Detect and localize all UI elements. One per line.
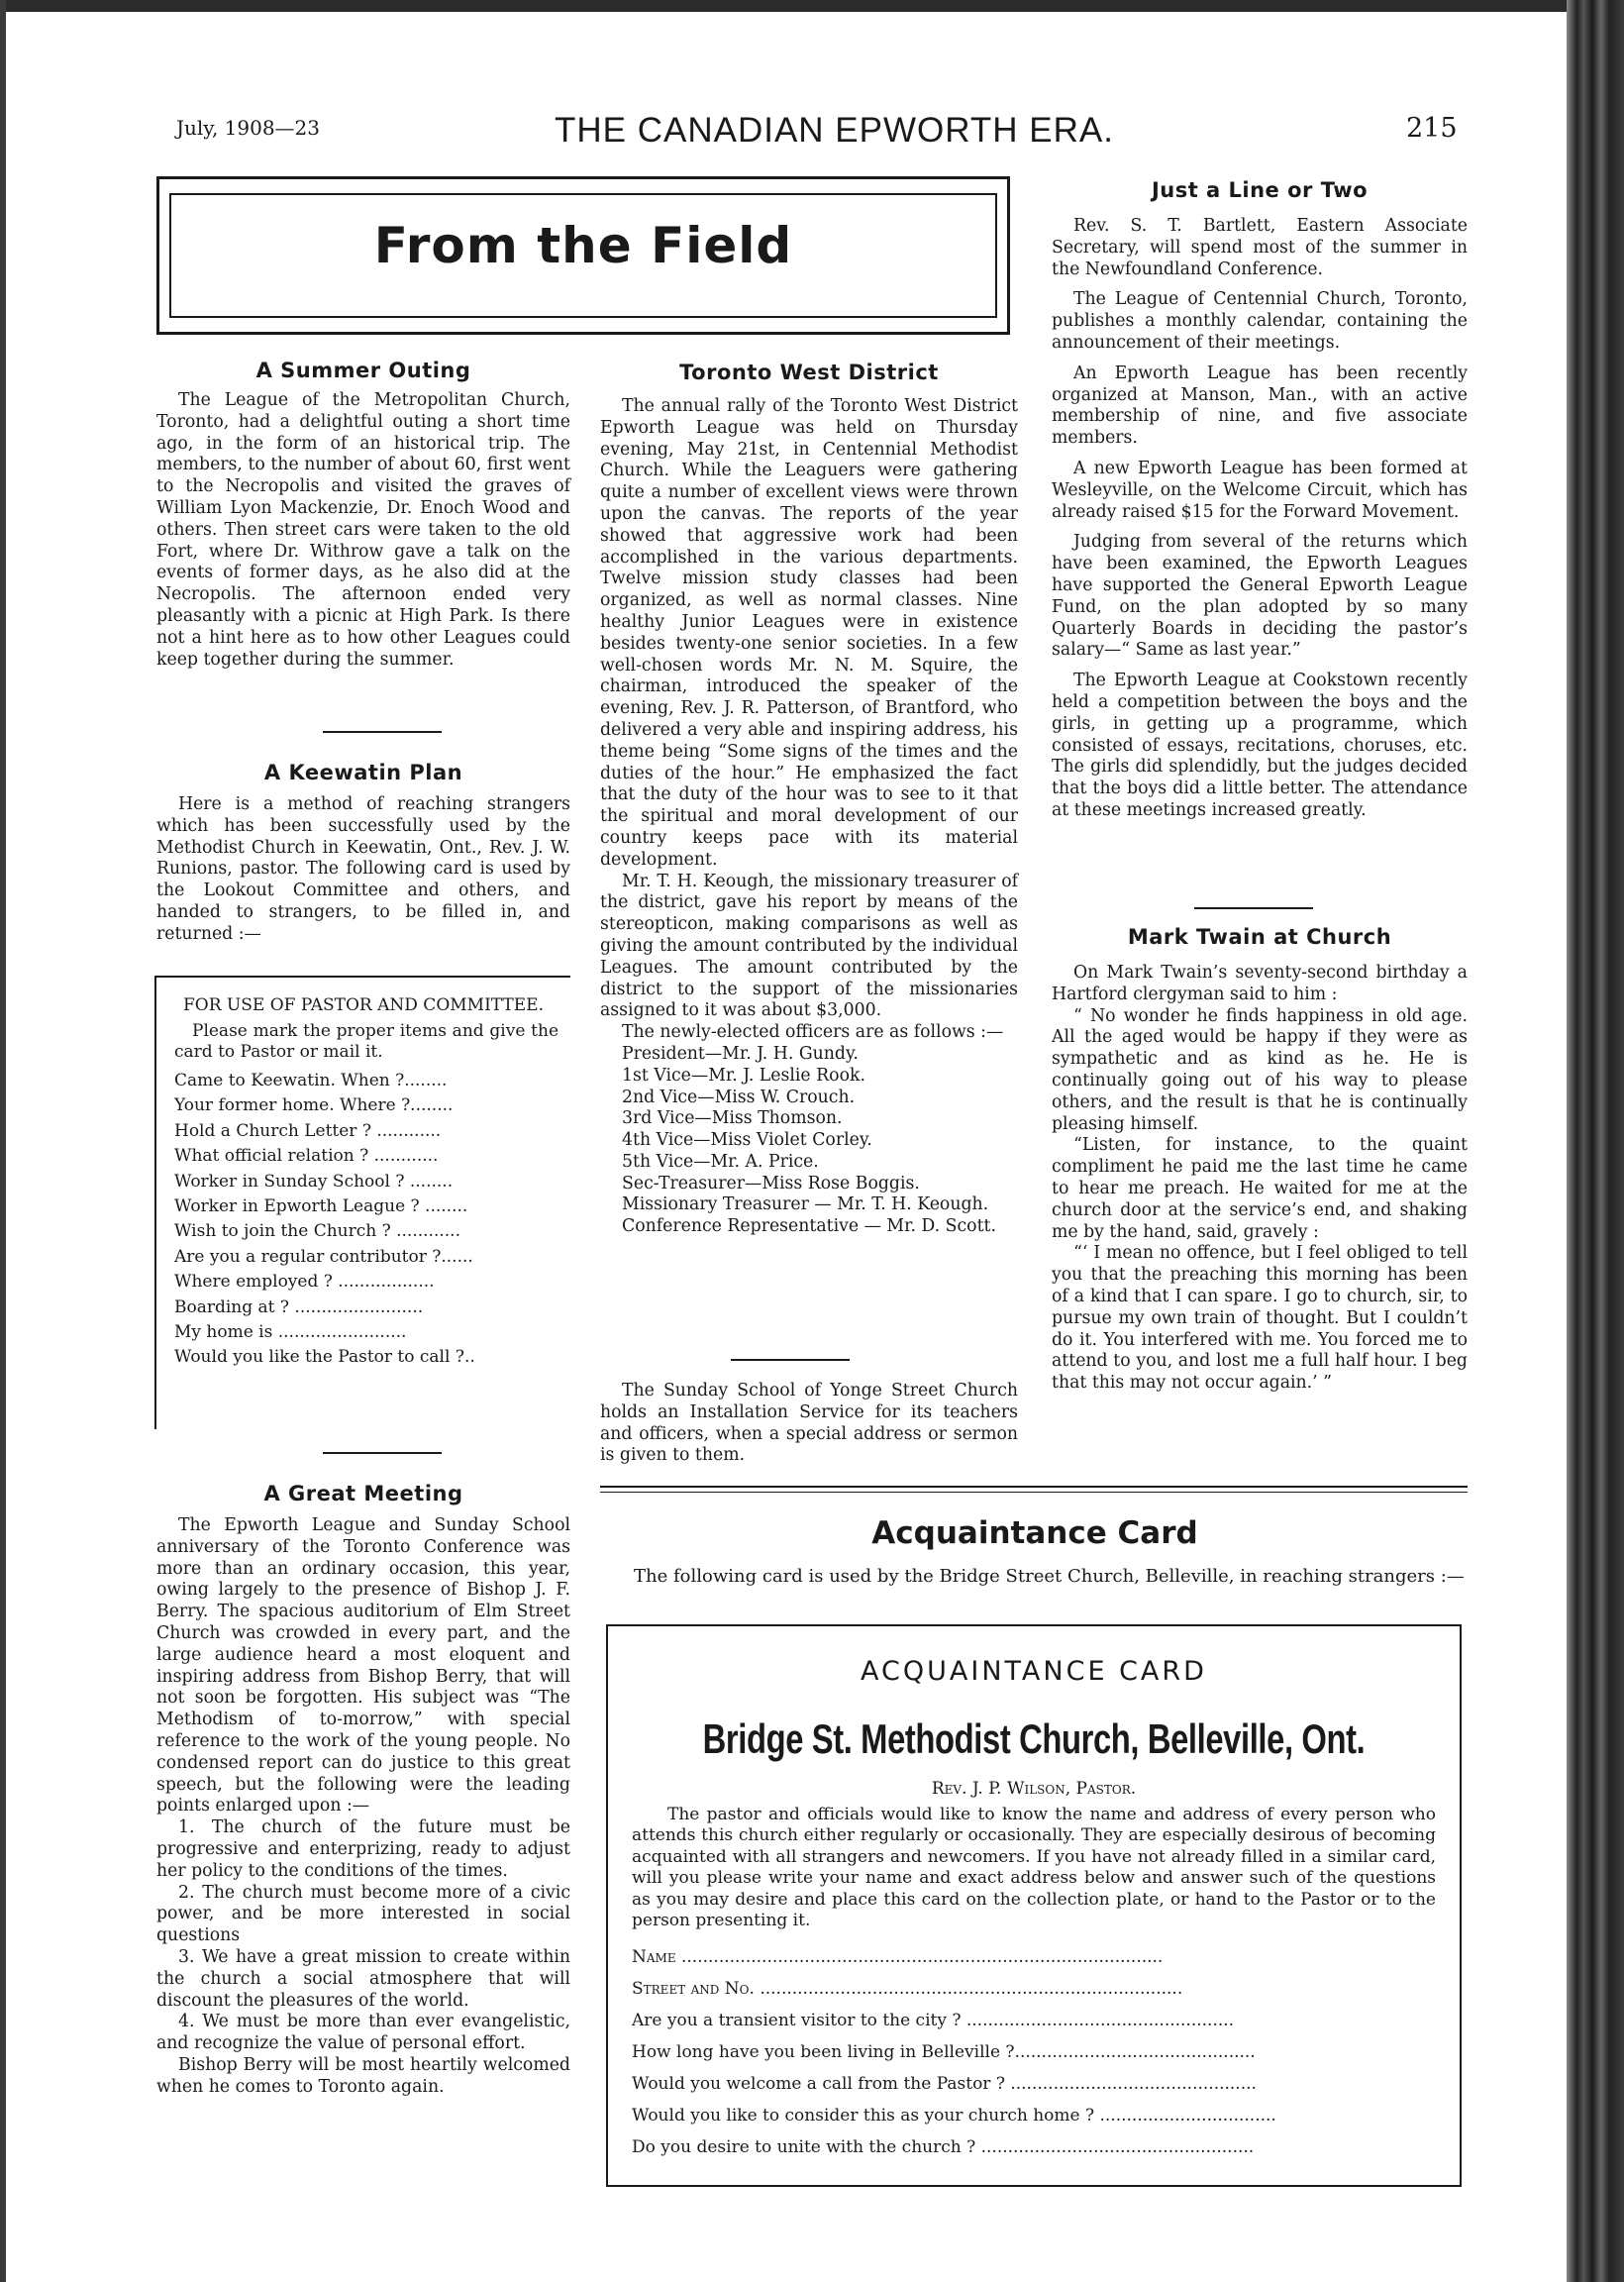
section-rule (600, 1492, 1468, 1493)
scan-border-left (0, 0, 6, 2282)
officer-line: President—Mr. J. H. Gundy. (622, 1043, 859, 1064)
publication-title: THE CANADIAN EPWORTH ERA. (555, 111, 1114, 150)
keewatin-heading: A Keewatin Plan (263, 761, 463, 784)
acquaintance-intro: The following card is used by the Bridge Street Church, Belleville, in reaching strangers :— (634, 1566, 1465, 1587)
just-a-line-paragraph: Judging from several of the returns which have been examined, the Epworth Leagues have supported the General Epworth League Fund, on the plan adopted by so many Quarterly Boards in deciding the pastor’s salary—“ Same as last year.” (1052, 532, 1468, 661)
section-rule (600, 1486, 1468, 1488)
column-separator (1194, 907, 1313, 909)
toronto-west-article (600, 396, 1018, 1238)
toronto-west-heading: Toronto West District (679, 361, 939, 384)
keewatin-card (154, 976, 570, 1429)
just-a-line-article (1052, 216, 1468, 831)
just-a-line-paragraph: A new Epworth League has been formed at Wesleyville, on the Welcome Circuit, which has already raised $15 for the Forward Movement. (1052, 458, 1468, 522)
keewatin-card-row: Worker in Epworth League ? ........ (174, 1196, 468, 1217)
keewatin-card-row: Would you like the Pastor to call ?.. (174, 1347, 475, 1368)
keewatin-card-row: Are you a regular contributor ?...... (174, 1246, 473, 1267)
just-a-line-heading: Just a Line or Two (1151, 178, 1369, 202)
keewatin-card-row: Your former home. Where ?........ (174, 1095, 454, 1116)
mark-twain-paragraph: “‘ I mean no offence, but I feel obliged to tell you that the preaching this morning has been of a kind that I can spare. I go to church, sir, to pursue my own train of thought. But I couldn’t do it. You interfered with me. You forced me to attend to you, and lost me a full half hour. I beg that this may not occur again.’ ” (1052, 1243, 1468, 1394)
keewatin-card-row: What official relation ? ............ (174, 1146, 439, 1167)
toronto-west-paragraph: Mr. T. H. Keough, the missionary treasurer of the district, gave his report by means of the stereopticon, making comparisons as well as giving the amount contributed by the individual Leagues. The amount contributed by the district to the support of the missionaries assigned to it was about $3,000. (600, 871, 1018, 1021)
great-meeting-article (156, 1515, 570, 2099)
acquaintance-card-body: The pastor and officials would like to know the name and address of every person who attends this church either regularly or occasionally. They are especially desirous of becoming acquainted with all strangers and newcomers. If you have not already filled in a similar card, will you please write your name and exact address below and answer such of the questions as you may desire and place this card on the collection plate, or hand to the Pastor or to the person presenting it. (632, 1805, 1436, 1931)
great-meeting-paragraph: Bishop Berry will be most heartily welcomed when he comes to Toronto again. (156, 2054, 570, 2097)
mark-twain-paragraph: “Listen, for instance, to the quaint compliment he paid me the last time he came to hear me preach. He waited for me at the church door at the service’s end, and shaking me by the hand, said, gravely : (1052, 1135, 1468, 1242)
toronto-west-paragraph: The newly-elected officers are as follows :— (622, 1022, 1004, 1043)
acquaintance-heading: Acquaintance Card (871, 1515, 1198, 1551)
mark-twain-paragraph: On Mark Twain’s seventy-second birthday a Hartford clergyman said to him : (1052, 963, 1468, 1004)
acquaintance-card-label: ACQUAINTANCE CARD (861, 1656, 1207, 1687)
column-separator (323, 731, 442, 733)
summer-outing-body: The League of the Metropolitan Church, Toronto, had a delightful outing a short time ago, in the form of an historical trip. The members, to the number of about 60, first went to the Necropolis and visited the graves of William Lyon Mackenzie, Dr. Enoch Wood and others. Then street cars were taken to the old Fort, where Dr. Withrow gave a talk on the events of former days, as he also did at the Necropolis. The afternoon ended very pleasantly with a picnic at High Park. Is there not a hint here as to how other Leagues could keep together during the summer. (156, 390, 570, 670)
keewatin-body: Here is a method of reaching strangers which has been successfully used by the Methodist Church in Keewatin, Ont., Rev. J. W. Runions, pastor. The following card is used by the Lookout Committee and others, and handed to strangers, to be filled in, and returned :— (156, 794, 570, 944)
acquaintance-card-pastor: Rev. J. P. Wilson, Pastor. (931, 1779, 1137, 1799)
great-meeting-paragraph: 2. The church must become more of a civic power, and be more interested in social questions (156, 1882, 570, 1946)
acquaintance-card-row: Would you like to consider this as your church home ? ................................. (632, 2106, 1276, 2126)
column-separator (323, 1452, 442, 1454)
acquaintance-card-row: Do you desire to unite with the church ? ................................................... (632, 2137, 1255, 2157)
acquaintance-card-row: How long have you been living in Belleville ?............................................. (632, 2042, 1256, 2062)
great-meeting-paragraph: 4. We must be more than ever evangelistic, and recognize the value of personal effort. (156, 2012, 570, 2054)
acquaintance-card-row: Would you welcome a call from the Pastor ? .............................................. (632, 2074, 1257, 2094)
mark-twain-paragraph: “ No wonder he finds happiness in old age. All the aged would be happy if they were as sympathetic and as kind as he. He is continually going out of his way to please others, and the result is that he is continually pleasing himself. (1052, 1005, 1468, 1134)
acquaintance-card-row: Are you a transient visitor to the city ? .................................................. (632, 2011, 1235, 2030)
officer-line: Sec-Treasurer—Miss Rose Boggis. (622, 1173, 920, 1193)
officer-line: Missionary Treasurer — Mr. T. H. Keough. (622, 1194, 989, 1215)
yonge-street-article (600, 1381, 1018, 1476)
mark-twain-heading: Mark Twain at Church (1127, 925, 1392, 949)
keewatin-card-row: Came to Keewatin. When ?........ (174, 1071, 448, 1090)
keewatin-card-row: Wish to join the Church ? ............ (174, 1221, 460, 1242)
section-banner (156, 176, 1010, 335)
acquaintance-card (606, 1624, 1462, 2187)
officer-line: 2nd Vice—Miss W. Crouch. (622, 1087, 856, 1107)
keewatin-card-title: FOR USE OF PASTOR AND COMMITTEE. (182, 995, 544, 1015)
page-number: 215 (1406, 113, 1458, 144)
keewatin-card-row: Worker in Sunday School ? ........ (174, 1171, 454, 1192)
great-meeting-paragraph: The Epworth League and Sunday School anniversary of the Toronto Conference was more than an ordinary occasion, this year, owing largely to the presence of Bishop J. F. Berry. The spacious auditorium of Elm Street Church was crowded in every part, and the large audience heard a most eloquent and inspiring address from Bishop Berry, that will not soon be forgotten. His subject was “The Methodism of to-morrow,” with special reference to the work of the young people. No condensed report can do justice to this great speech, but the following were the leading points enlarged upon :— (156, 1515, 570, 1816)
officer-line: Conference Representative — Mr. D. Scott. (622, 1216, 996, 1237)
officer-line: 1st Vice—Mr. J. Leslie Rook. (622, 1065, 865, 1086)
great-meeting-paragraph: 3. We have a great mission to create within the church a social atmosphere that will discount the pleasures of the world. (156, 1946, 570, 2011)
acquaintance-card-row-street: Street and No. ............................................................................... (632, 1979, 1183, 1999)
summer-outing-heading: A Summer Outing (255, 359, 471, 382)
officer-line: 5th Vice—Mr. A. Price. (622, 1151, 819, 1172)
great-meeting-heading: A Great Meeting (263, 1482, 463, 1505)
yonge-street-body: The Sunday School of Yonge Street Church holds an Installation Service for its teachers and officers, when a special address or sermon is given to them. (600, 1381, 1018, 1466)
just-a-line-paragraph: Rev. S. T. Bartlett, Eastern Associate Secretary, will spend most of the summer in the Newfoundland Conference. (1052, 216, 1468, 279)
mark-twain-article (1052, 963, 1468, 1395)
keewatin-article (156, 794, 570, 955)
scan-border-top (0, 0, 1624, 12)
toronto-west-paragraph: The annual rally of the Toronto West District Epworth League was held on Thursday evening, May 21st, in Centennial Methodist Church. While the Leaguers were gathering quite a number of excellent views were thrown upon the canvas. The reports of the year showed that aggressive work had been accomplished in the various departments. Twelve mission study classes had been organized, as well as normal classes. Nine healthy Junior Leagues were in existence besides twenty-one senior societies. In a few well-chosen words Mr. N. M. Squire, the chairman, introduced the speaker of the evening, Rev. J. R. Patterson, of Brantford, who delivered a very able and inspiring address, his theme being “Some signs of the times and the duties of the hour.” He emphasized the fact that the duty of the hour was to see to it that the spiritual and moral development of our country keeps pace with its material development. (600, 396, 1018, 870)
keewatin-card-row: Hold a Church Letter ? ............ (174, 1120, 442, 1141)
acquaintance-card-row-name: Name .......................................................................................... (632, 1947, 1164, 1967)
officer-line: 3rd Vice—Miss Thomson. (622, 1108, 843, 1129)
summer-outing-article (156, 390, 570, 679)
acquaintance-card-church: Bridge St. Methodist Church, Belleville, Ont. (702, 1715, 1366, 1762)
book-spine-edge (1567, 0, 1624, 2282)
keewatin-card-intro: Please mark the proper items and give the card to Pastor or mail it. (174, 1021, 558, 1062)
issue-date: July, 1908—23 (176, 116, 320, 140)
just-a-line-paragraph: An Epworth League has been recently organized at Manson, Man., with an active membership of nine, and five associate members. (1052, 363, 1468, 449)
just-a-line-paragraph: The League of Centennial Church, Toronto, publishes a monthly calendar, containing the announcement of their meetings. (1052, 289, 1468, 353)
section-banner-title: From the Field (373, 217, 793, 274)
just-a-line-paragraph: The Epworth League at Cookstown recently held a competition between the boys and the girls, in getting up a programme, which consisted of essays, recitations, choruses, etc. The girls did splendidly, but the judges decided that the boys did a little better. The attendance at these meetings increased greatly. (1052, 671, 1468, 820)
officer-line: 4th Vice—Miss Violet Corley. (622, 1130, 872, 1151)
keewatin-card-row: My home is ........................ (174, 1322, 407, 1343)
column-separator (731, 1359, 850, 1361)
keewatin-card-row: Boarding at ? ........................ (174, 1297, 424, 1317)
keewatin-card-row: Where employed ? .................. (174, 1272, 435, 1293)
great-meeting-paragraph: 1. The church of the future must be progressive and enterprizing, ready to adjust her policy to the conditions of the times. (156, 1817, 570, 1881)
